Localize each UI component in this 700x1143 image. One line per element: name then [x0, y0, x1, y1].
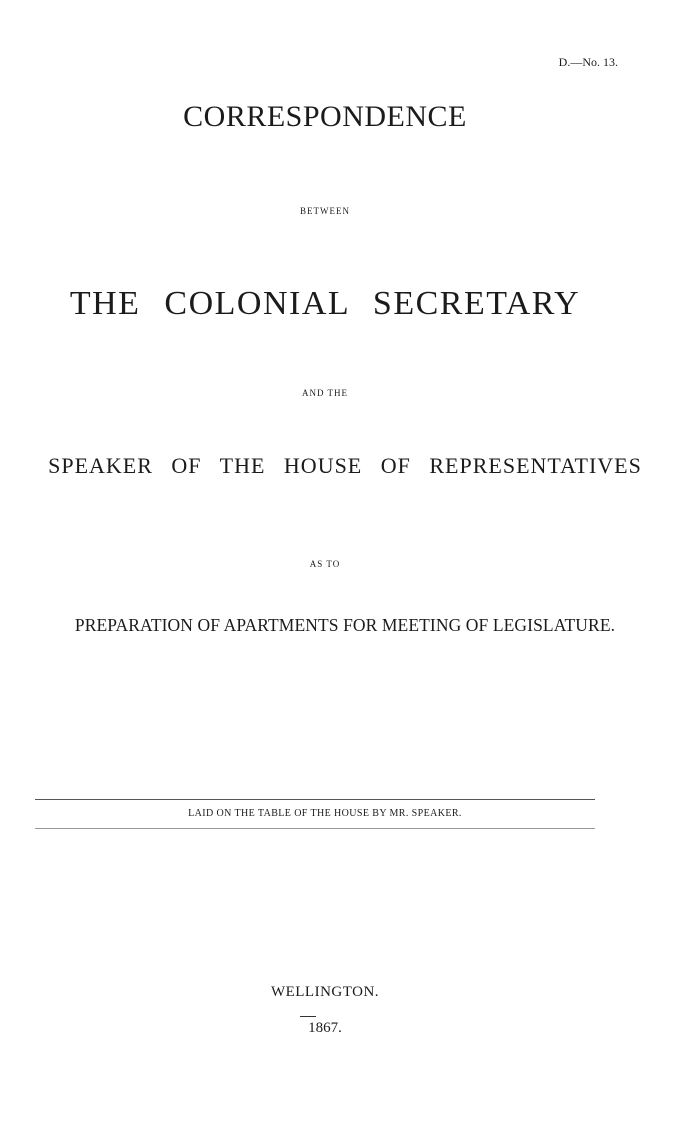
imprint-year: 1867.: [308, 1020, 342, 1036]
title-speaker: SPEAKER OF THE HOUSE OF REPRESENTATIVES: [48, 453, 642, 478]
imprint-dash: [300, 1016, 316, 1017]
title-between: BETWEEN: [300, 206, 350, 216]
title-and-the: AND THE: [301, 388, 349, 398]
title-colonial-secretary: THE COLONIAL SECRETARY: [69, 285, 581, 322]
title-as-to: AS TO: [309, 559, 341, 569]
laid-on-table-notice: LAID ON THE TABLE OF THE HOUSE BY MR. SPEAKER.: [188, 808, 462, 819]
imprint-city: WELLINGTON.: [270, 984, 380, 1000]
document-reference: D.—No. 13.: [558, 55, 618, 69]
divider-top: [35, 799, 595, 800]
title-subject: PREPARATION OF APARTMENTS FOR MEETING OF LEGISLATURE.: [74, 615, 616, 635]
divider-bottom: [35, 828, 595, 829]
title-correspondence: CORRESPONDENCE: [183, 100, 467, 133]
